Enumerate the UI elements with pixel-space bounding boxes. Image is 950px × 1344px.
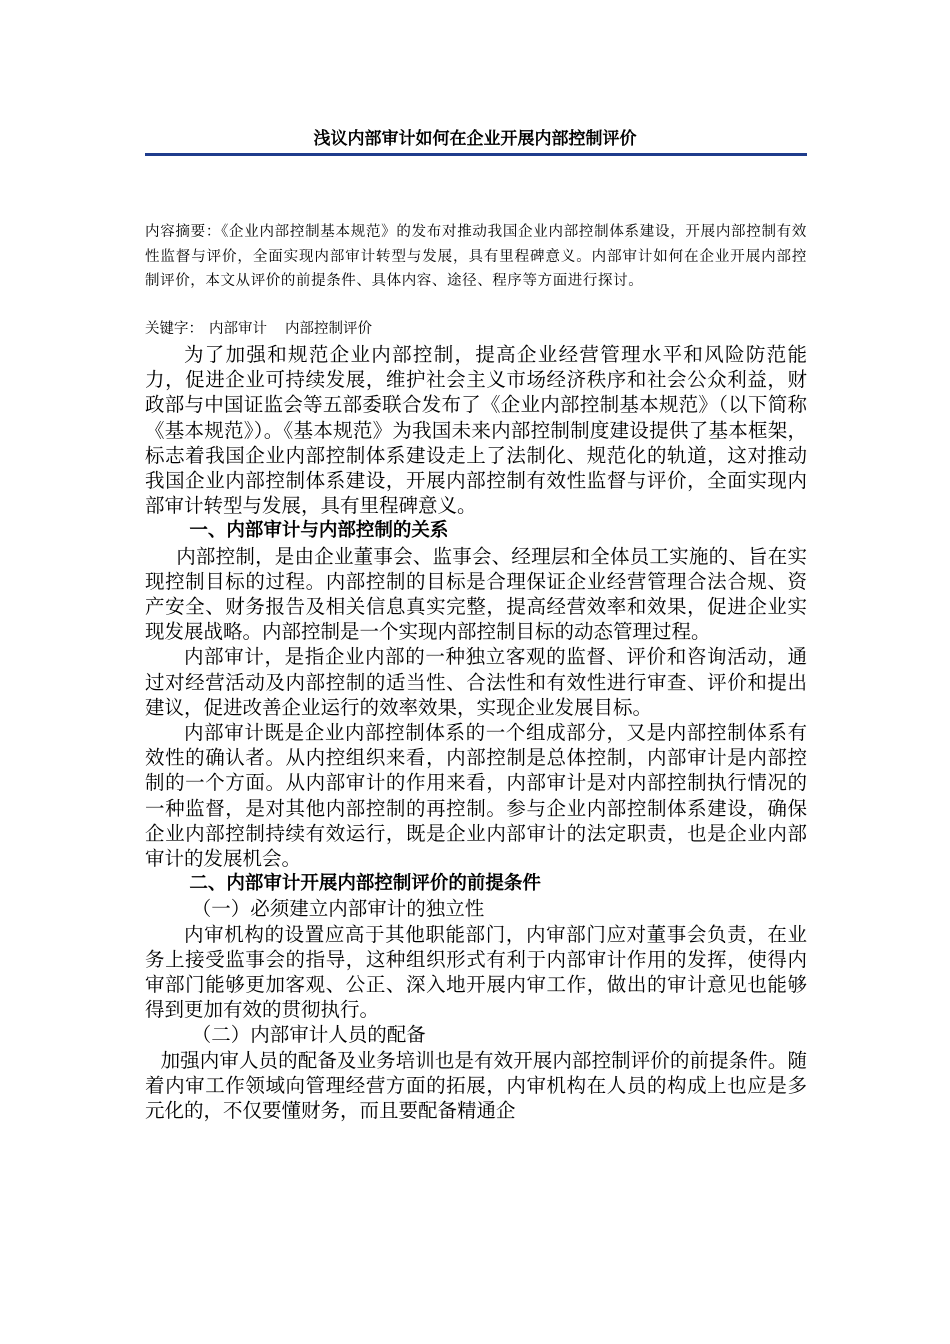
keywords-line	[145, 318, 807, 340]
keywords-label: 关键字：	[145, 321, 203, 337]
body-text	[145, 342, 807, 1123]
section-2-subheading-1: （一）必须建立内部审计的独立性	[191, 897, 485, 921]
section-1-paragraph-3: 内部审计既是企业内部控制体系的一个组成部分，又是内部控制体系有效性的确认者。从内控组织来看，内部控制是总体控制，内部审计是内部控制的一个方面。从内部审计的作用来看，内部审计是对内部控制执行情况的一种监督，是对其他内部控制的再控制。参与企业内部控制体系建设，确保企业内部控制持续有效运行，既是企业内部审计的法定职责，也是企业内部审计的发展机会。	[145, 721, 807, 871]
section-1-heading: 一、内部审计与内部控制的关系	[189, 520, 449, 542]
keyword-1: 内部审计	[209, 321, 267, 337]
section-2-subheading-2: （二）内部审计人员的配备	[191, 1023, 426, 1047]
section-2-heading: 二、内部审计开展内部控制评价的前提条件	[189, 873, 541, 895]
section-2-paragraph-1: 内审机构的设置应高于其他职能部门，内审部门应对董事会负责，在业务上接受监事会的指导，这种组织形式有利于内部审计作用的发挥，使得内审部门能够更加客观、公正、深入地开展内审工作，做出的审计意见也能够得到更加有效的贯彻执行。	[145, 922, 807, 1022]
intro-paragraph: 为了加强和规范企业内部控制，提高企业经营管理水平和风险防范能力，促进企业可持续发展，维护社会主义市场经济秩序和社会公众利益，财政部与中国证监会等五部委联合发布了《企业内部控制基本规范》（以下简称《基本规范》）。《基本规范》为我国未来内部控制制度建设提供了基本框架，标志着我国企业内部控制体系建设走上了法制化、规范化的轨道，这对推动我国企业内部控制体系建设，开展内部控制有效性监督与评价，全面实现内部审计转型与发展，具有里程碑意义。	[145, 343, 807, 518]
document-title: 浅议内部审计如何在企业开展内部控制评价	[313, 129, 637, 149]
section-1-paragraph-1: 内部控制，是由企业董事会、监事会、经理层和全体员工实施的、旨在实现控制目标的过程。内部控制的目标是合理保证企业经营管理合法合规、资产安全、财务报告及相关信息真实完整，提高经营效率和效果，促进企业实现发展战略。内部控制是一个实现内部控制目标的动态管理过程。	[145, 544, 807, 644]
abstract: 内容摘要：《企业内部控制基本规范》的发布对推动我国企业内部控制体系建设，开展内部控制有效性监督与评价，全面实现内部审计转型与发展，具有里程碑意义。内部审计如何在企业开展内部控制评价，本文从评价的前提条件、具体内容、途径、程序等方面进行探讨。	[145, 224, 807, 289]
title-underline	[145, 153, 807, 156]
section-1-paragraph-2: 内部审计，是指企业内部的一种独立客观的监督、评价和咨询活动，通过对经营活动及内部控制的适当性、合法性和有效性进行审查、评价和提出建议，促进改善企业运行的效率效果，实现企业发展目标。	[145, 645, 807, 719]
section-2-paragraph-2: 加强内审人员的配备及业务培训也是有效开展内部控制评价的前提条件。随着内审工作领域向管理经营方面的拓展，内审机构在人员的构成上也应是多元化的，不仅要懂财务，而且要配备精通企	[145, 1048, 807, 1123]
keyword-2: 内部控制评价	[285, 321, 372, 337]
